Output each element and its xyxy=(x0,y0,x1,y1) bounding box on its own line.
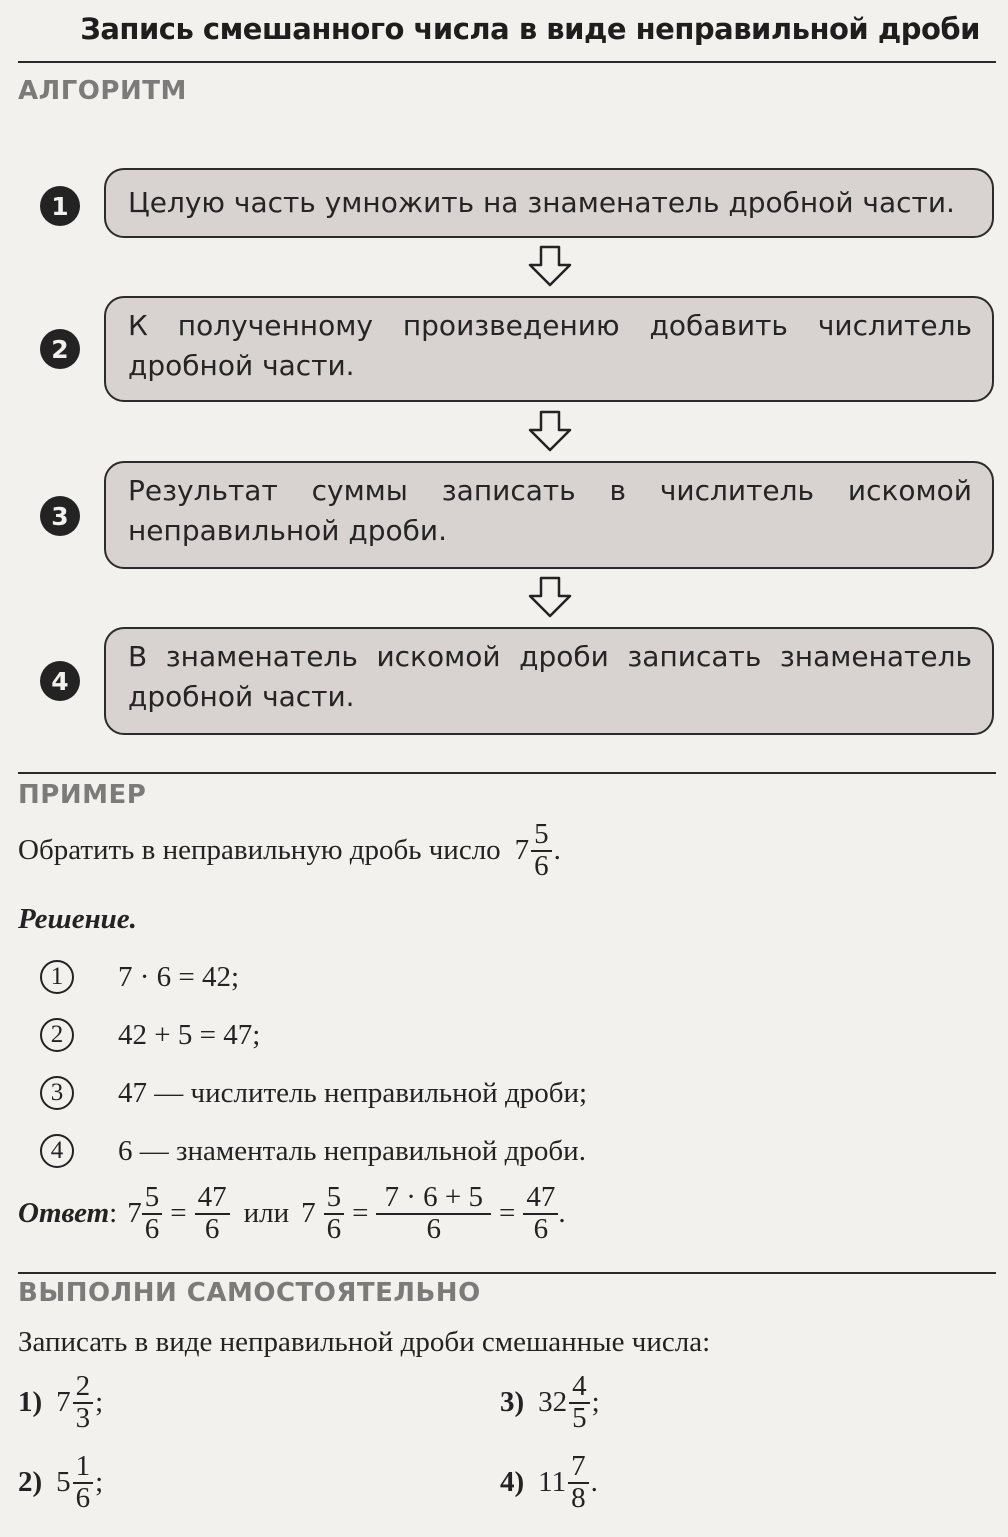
practice-item-4 xyxy=(500,1452,598,1513)
or-word: или xyxy=(243,1197,290,1230)
step-text: В знаменатель искомой дроби записать знаменатель дробной части. xyxy=(104,627,994,735)
solution-text: 47 — числитель неправильной дроби; xyxy=(118,1076,588,1109)
fraction-denominator: 6 xyxy=(533,1212,549,1245)
fraction-denominator: 6 xyxy=(534,849,549,882)
step-number-badge: 4 xyxy=(40,661,80,701)
mixed-number-whole: 5 xyxy=(56,1466,71,1499)
fraction-numerator: 5 xyxy=(324,1183,345,1215)
item-label: 4) xyxy=(500,1466,525,1499)
fraction xyxy=(73,1452,94,1513)
item-label: 3) xyxy=(500,1386,525,1419)
fraction-numerator: 4 xyxy=(569,1372,590,1404)
fraction-numerator: 1 xyxy=(73,1452,94,1484)
mixed-number-whole: 7 xyxy=(56,1386,71,1419)
mixed-number-whole: 7 xyxy=(514,834,530,867)
down-arrow-icon xyxy=(527,576,573,618)
item-end: . xyxy=(590,1466,598,1499)
solution-step-4 xyxy=(40,1134,586,1168)
solution-step-1 xyxy=(40,960,239,994)
solution-label: Решение. xyxy=(18,903,137,935)
example-task: Обратить в неправильную дробь число 7 $\frac{5}{6}$ . xyxy=(18,818,561,882)
fraction xyxy=(531,820,552,881)
solution-step-3 xyxy=(40,1076,587,1110)
fraction xyxy=(523,1183,558,1244)
fraction-denominator: 6 xyxy=(75,1481,91,1514)
step-text: Целую часть умножить на знаменатель дробной части. xyxy=(104,168,994,238)
fraction xyxy=(142,1183,163,1244)
fraction-numerator: 47 xyxy=(195,1183,230,1215)
fraction xyxy=(195,1183,230,1244)
fraction xyxy=(376,1183,491,1244)
item-end: ; xyxy=(95,1386,104,1419)
example-heading: ПРИМЕР xyxy=(18,780,147,810)
step-text: Результат суммы записать в числитель искомой неправильной дроби. xyxy=(104,461,994,569)
item-label: 2) xyxy=(18,1466,43,1499)
answer-label: Ответ xyxy=(18,1197,110,1230)
practice-item-1 xyxy=(18,1372,103,1433)
fraction xyxy=(73,1372,94,1433)
fraction-denominator: 6 xyxy=(144,1212,160,1245)
answer-whole: 7 xyxy=(127,1197,142,1230)
solution-text: 7 · 6 = 42; xyxy=(118,960,240,993)
fraction-denominator: 6 xyxy=(426,1212,441,1245)
title-divider xyxy=(18,61,996,63)
item-label: 1) xyxy=(18,1386,43,1419)
practice-item-2 xyxy=(18,1452,103,1513)
step-number-badge: 2 xyxy=(40,329,80,369)
item-end: ; xyxy=(591,1386,600,1419)
circled-number: 4 xyxy=(40,1134,74,1168)
mixed-number-whole: 32 xyxy=(538,1386,568,1419)
step-number-badge: 3 xyxy=(40,496,80,536)
fraction xyxy=(568,1452,589,1513)
section-divider xyxy=(18,772,996,774)
fraction-numerator: 7 xyxy=(568,1452,589,1484)
circled-number: 2 xyxy=(40,1018,74,1052)
fraction-numerator: 5 xyxy=(142,1183,163,1215)
fraction-numerator: 5 xyxy=(531,820,552,852)
circled-number: 3 xyxy=(40,1076,74,1110)
answer-line: Ответ : 7 $\frac{5}{6}$ = $\frac{47}{6}$ или 7 $\frac{5}{6}$ = $\frac{7 \cdot 6 + 5}{6}$ = $\frac{47}{6}$ . xyxy=(18,1181,566,1245)
fraction-denominator: 8 xyxy=(571,1481,586,1514)
solution-step-2 xyxy=(40,1018,260,1052)
down-arrow-icon xyxy=(527,410,573,452)
practice-item-3 xyxy=(500,1372,600,1433)
answer-whole: 7 xyxy=(301,1197,316,1230)
fraction-numerator: 2 xyxy=(73,1372,94,1404)
down-arrow-icon xyxy=(527,245,573,287)
fraction xyxy=(569,1372,590,1433)
fraction-numerator: 7 · 6 + 5 xyxy=(376,1183,491,1215)
practice-heading: ВЫПОЛНИ САМОСТОЯТЕЛЬНО xyxy=(18,1278,481,1308)
fraction-denominator: 5 xyxy=(572,1401,587,1434)
section-divider xyxy=(18,1272,996,1274)
example-task-text: Обратить в неправильную дробь число xyxy=(18,834,501,867)
circled-number: 1 xyxy=(40,960,74,994)
page-title: Запись смешанного числа в виде неправильной дроби xyxy=(80,12,980,46)
algorithm-heading: АЛГОРИТМ xyxy=(18,76,187,106)
step-number-badge: 1 xyxy=(40,186,80,226)
fraction xyxy=(324,1183,345,1244)
fraction-denominator: 6 xyxy=(326,1212,342,1245)
solution-text: 6 — знаменталь неправильной дроби. xyxy=(118,1134,586,1167)
item-end: ; xyxy=(95,1466,104,1499)
mixed-number-whole: 11 xyxy=(538,1466,567,1499)
fraction-numerator: 47 xyxy=(523,1183,558,1215)
practice-task: Записать в виде неправильной дроби смешанные числа: xyxy=(18,1326,711,1358)
solution-text: 42 + 5 = 47; xyxy=(118,1018,261,1051)
fraction-denominator: 6 xyxy=(204,1212,220,1245)
fraction-denominator: 3 xyxy=(75,1401,91,1434)
step-text: К полученному произведению добавить числитель дробной части. xyxy=(104,296,994,402)
